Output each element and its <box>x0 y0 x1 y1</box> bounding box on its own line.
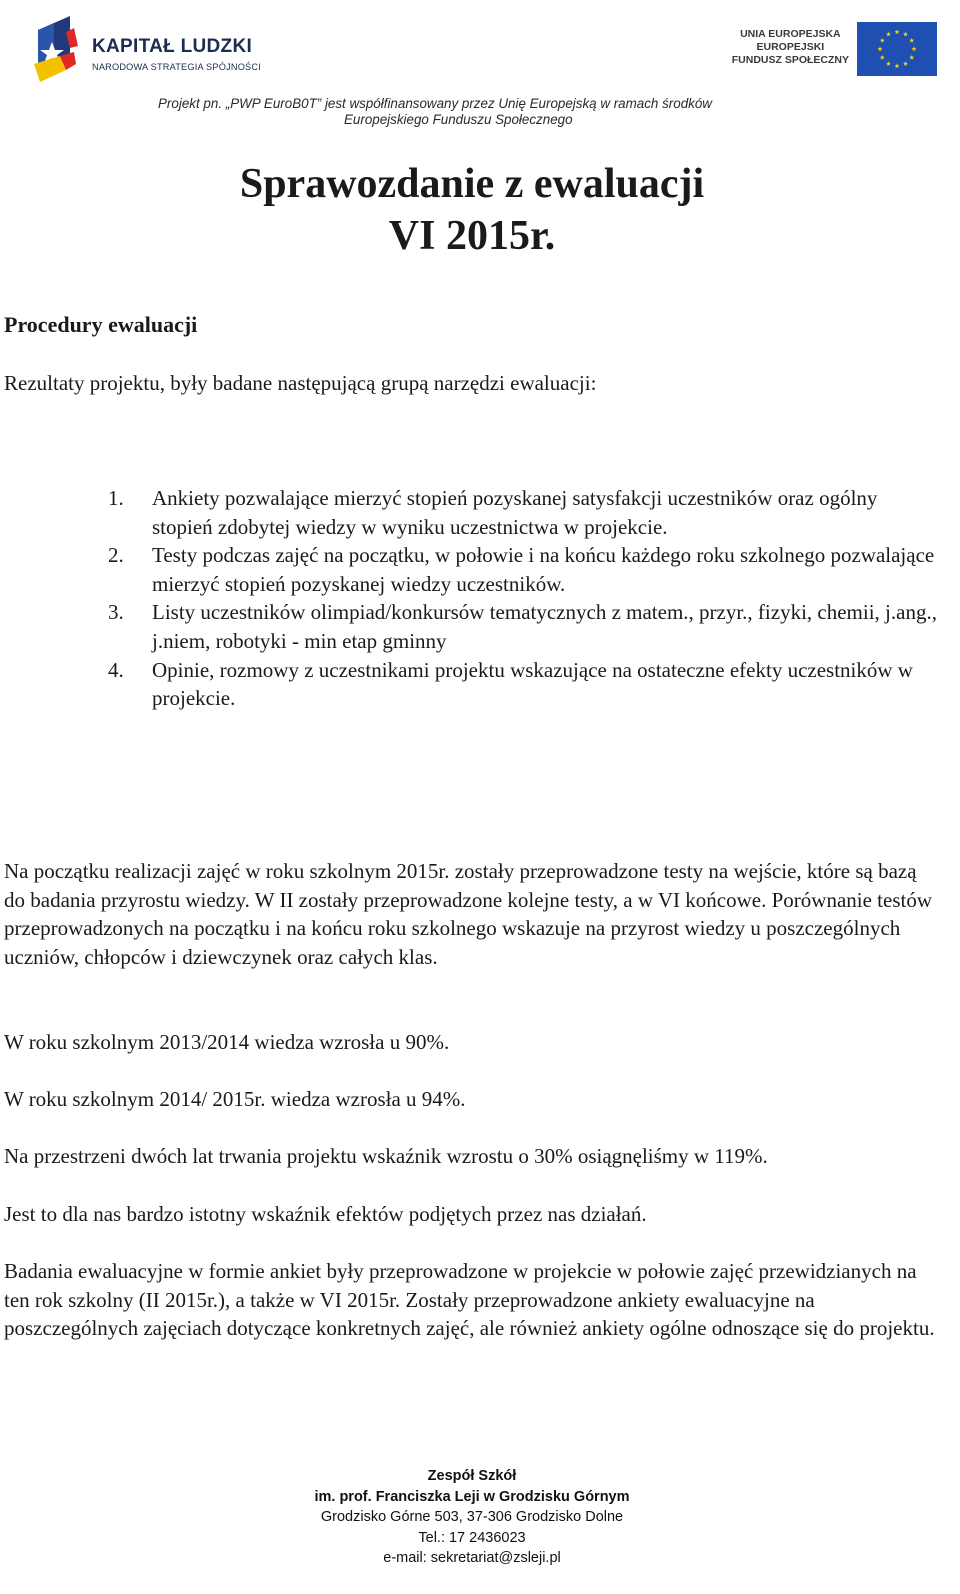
eu-logo-line2: EUROPEJSKI <box>756 41 825 53</box>
two-years-paragraph: Na przestrzeni dwóch lat trwania projektu wskaźnik wzrostu o 30% osiągnęliśmy w 119%. <box>4 1144 768 1168</box>
list-item-number: 4. <box>108 657 124 682</box>
list-item-text: Ankiety pozwalające mierzyć stopień pozyskanej satysfakcji uczestników oraz ogólny stopień zdobytej wiedzy w wyniku uczestnictwa w projekcie. <box>152 486 878 539</box>
list-item-text: Testy podczas zajęć na początku, w połowie i na końcu każdego roku szkolnego pozwalające mierzyć stopień pozyskanej wiedzy uczestników. <box>152 543 935 596</box>
list-item-number: 2. <box>108 543 124 568</box>
kapital-ludzki-logo <box>30 12 265 92</box>
page-title <box>0 158 944 262</box>
list-item <box>108 484 938 541</box>
list-item-text: Listy uczestników olimpiad/konkursów tematycznych z matem., przyr., fizyki, chemii, j.ang., j.niem, robotyki - min etap gminny <box>152 600 937 653</box>
project-cofinancing-note <box>158 96 818 128</box>
footer-address: Grodzisko Górne 503, 37-306 Grodzisko Dolne <box>320 1509 624 1525</box>
section-heading: Procedury ewaluacji <box>4 312 198 337</box>
footer-email: e-mail: sekretariat@zsleji.pl <box>383 1550 561 1566</box>
surveys-paragraph: Badania ewaluacyjne w formie ankiet były przeprowadzone w projekcie w połowie zajęć przewidzianych na ten rok szkolny (II 2015r.), a także w VI 2015r. Zostały przeprowadzone ankiety ewaluacyjne na poszczególnych zajęciach dotyczące konkretnych zajęć, ale również ankiety ogólne odnoszące się do projektu. <box>4 1259 935 1341</box>
tests-paragraph: Na początku realizacji zajęć w roku szkolnym 2015r. zostały przeprowadzone testy na wejście, które są bazą do badania przyrostu wiedzy. W II zostały przeprowadzone kolejne testy, a w VI końcowe. Porównanie testów przeprowadzonych na początku i na końcu roku szkolnego wskazuje na przyrost wiedzy u poszczególnych uczniów, chłopców i dziewczynek oraz całych klas. <box>4 859 932 969</box>
footer-patron: im. prof. Franciszka Leji w Grodzisku Górnym <box>314 1488 630 1505</box>
list-item-number: 3. <box>108 600 124 625</box>
kapital-ludzki-name: KAPITAŁ LUDZKI <box>92 36 253 57</box>
title-line1: Sprawozdanie z ewaluacji <box>239 161 705 207</box>
project-note-line2: Europejskiego Funduszu Społecznego <box>344 112 573 127</box>
list-item <box>108 598 938 655</box>
importance-paragraph: Jest to dla nas bardzo istotny wskaźnik efektów podjętych przez nas działań. <box>4 1202 647 1226</box>
list-item-text: Opinie, rozmowy z uczestnikami projektu wskazujące na ostateczne efekty uczestników w projekcie. <box>152 657 913 711</box>
eu-logo-line3: FUNDUSZ SPOŁECZNY <box>731 54 849 66</box>
title-line2: VI 2015r. <box>388 213 556 259</box>
year-2013-paragraph: W roku szkolnym 2013/2014 wiedza wzrosła u 90%. <box>4 1030 450 1054</box>
year-2014-paragraph: W roku szkolnym 2014/ 2015r. wiedza wzrosła u 94%. <box>4 1087 466 1111</box>
list-item <box>108 656 938 713</box>
school-footer <box>300 1466 644 1569</box>
eu-logo-text <box>732 28 849 67</box>
evaluation-tools-list <box>108 484 938 713</box>
list-item <box>108 541 938 598</box>
eu-logo-line1: UNIA EUROPEJSKA <box>740 28 841 40</box>
list-item-number: 1. <box>108 486 124 510</box>
footer-phone: Tel.: 17 2436023 <box>418 1529 526 1546</box>
project-note-line1: Projekt pn. „PWP EuroB0T” jest współfinansowany przez Unię Europejską w ramach środków <box>158 96 712 111</box>
kapital-ludzki-emblem-icon <box>30 12 90 87</box>
eu-logo <box>722 20 937 80</box>
kapital-ludzki-subtitle: NARODOWA STRATEGIA SPÓJNOŚCI <box>92 62 261 72</box>
intro-paragraph: Rezultaty projektu, były badane następującą grupą narzędzi ewaluacji: <box>4 371 597 395</box>
eu-flag-icon <box>857 22 937 76</box>
footer-school: Zespół Szkół <box>427 1468 517 1484</box>
